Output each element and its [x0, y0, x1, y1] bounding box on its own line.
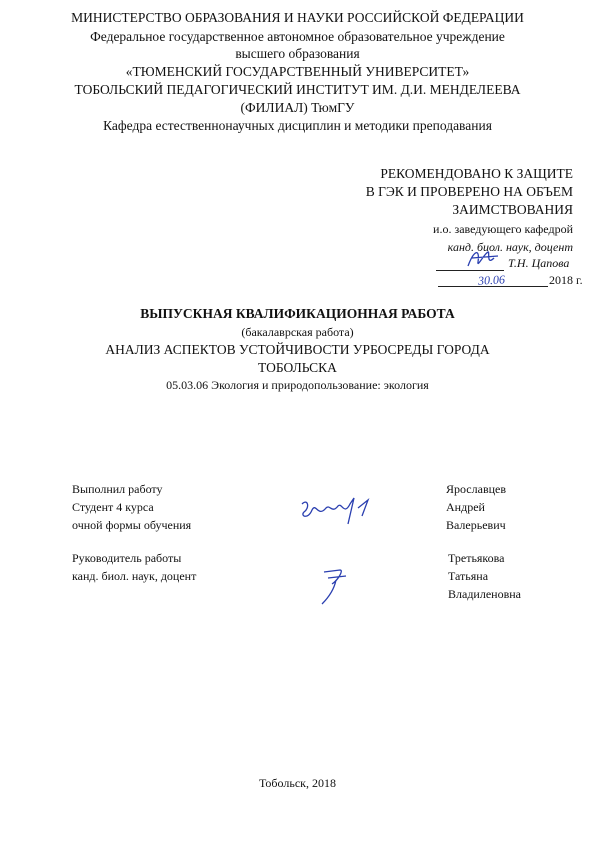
work-title-line-2: ТОБОЛЬСКА [258, 360, 337, 375]
handwritten-date: 30.06 [477, 272, 506, 288]
approval-line-2: В ГЭК И ПРОВЕРЕНО НА ОБЪЕМ [365, 184, 573, 199]
author-label-2: Студент 4 курса [72, 500, 154, 514]
supervisor-signature [318, 562, 354, 608]
supervisor-surname: Третьякова [448, 551, 505, 565]
ministry-line: МИНИСТЕРСТВО ОБРАЗОВАНИЯ И НАУКИ РОССИЙСКОЙ ФЕДЕРАЦИИ [71, 10, 524, 25]
author-first-name: Андрей [446, 500, 485, 514]
approver-name: Т.Н. Цапова [508, 256, 570, 270]
branch-name: (ФИЛИАЛ) ТюмГУ [240, 100, 355, 115]
institute-name: ТОБОЛЬСКИЙ ПЕДАГОГИЧЕСКИЙ ИНСТИТУТ ИМ. Д.И. МЕНДЕЛЕЕВА [74, 82, 521, 97]
approver-signature [464, 244, 504, 274]
author-surname: Ярославцев [446, 482, 507, 496]
author-label-3: очной формы обучения [72, 518, 192, 532]
department-name: Кафедра естественнонаучных дисциплин и методики преподавания [103, 118, 492, 133]
author-signature [296, 494, 386, 530]
work-title-line-1: АНАЛИЗ АСПЕКТОВ УСТОЙЧИВОСТИ УРБОСРЕДЫ ГОРОДА [105, 342, 490, 357]
university-name: «ТЮМЕНСКИЙ ГОСУДАРСТВЕННЫЙ УНИВЕРСИТЕТ» [125, 64, 470, 79]
supervisor-label-1: Руководитель работы [72, 551, 182, 565]
higher-education-line: высшего образования [235, 46, 360, 61]
specialty: 05.03.06 Экология и природопользование: экология [166, 378, 429, 392]
author-label-1: Выполнил работу [72, 482, 163, 496]
approval-line-1: РЕКОМЕНДОВАНО К ЗАЩИТЕ [380, 166, 573, 181]
approval-line-3: ЗАИМСТВОВАНИЯ [452, 202, 573, 217]
supervisor-first-name: Татьяна [448, 569, 489, 583]
approval-year: 2018 г. [549, 273, 583, 287]
approver-role: и.о. заведующего кафедрой [433, 222, 573, 236]
supervisor-patronymic: Владиленовна [448, 587, 521, 601]
supervisor-label-2: канд. биол. наук, доцент [72, 569, 197, 583]
place-and-year: Тобольск, 2018 [259, 776, 336, 790]
work-type: ВЫПУСКНАЯ КВАЛИФИКАЦИОННАЯ РАБОТА [140, 306, 455, 321]
federal-institution-line: Федеральное государственное автономное образовательное учреждение [90, 29, 505, 44]
author-patronymic: Валерьевич [446, 518, 506, 532]
approver-degree: канд. биол. наук, доцент [447, 240, 573, 254]
work-subtype: (бакалаврская работа) [241, 325, 354, 339]
